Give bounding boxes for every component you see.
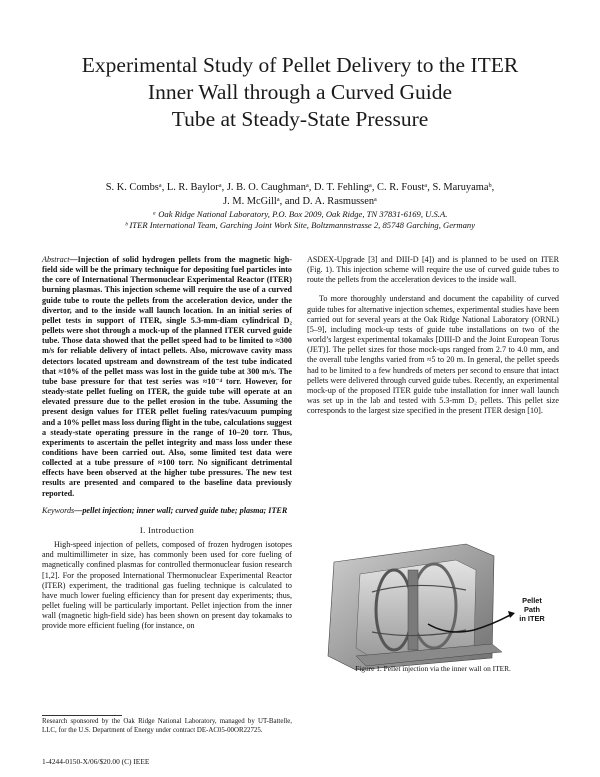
title-line-1: Experimental Study of Pellet Delivery to the ITER	[81, 53, 519, 77]
title-line-2: Inner Wall through a Curved Guide	[147, 80, 453, 104]
annotation-line-3: in ITER	[519, 614, 545, 623]
keywords	[42, 506, 292, 516]
abstract	[42, 255, 292, 499]
right-paragraph-1: ASDEX-Upgrade [3] and DIII-D [4]) and is planned to be used on ITER (Fig. 1). This injection scheme will require the use of curved guide tubes to route the pellets from the acceleration devices to the inside wall.	[307, 255, 559, 285]
right-column	[307, 255, 559, 416]
left-column	[42, 255, 292, 631]
affiliations	[40, 209, 560, 231]
figure-1	[316, 540, 556, 777]
pellet-path-annotation	[508, 596, 556, 623]
paper-title	[40, 52, 560, 133]
section-heading-introduction: I. Introduction	[139, 524, 195, 535]
affiliation-b: ᵇ ITER International Team, Garching Joint Work Site, Boltzmannstrasse 2, 85748 Garching, Germany	[124, 220, 476, 230]
keywords-text: —pellet injection; inner wall; curved guide tube; plasma; ITER	[74, 505, 288, 515]
author-list	[40, 181, 560, 209]
footnote-rule	[42, 715, 122, 716]
intro-paragraph: High-speed injection of pellets, composed of frozen hydrogen isotopes and multimillimeter in size, has commonly been used for core fueling of magnetically confined plasmas for controlled thermonuclear fusion research [1,2]. For the proposed International Thermonuclear Experimental Reactor (ITER) experiment, the traditional gas fueling technique is calculated to have much lower fueling efficiency than for present day experiments; thus, pellet fueling will be particularly important. Pellet injection from the inner wall (magnetic high-field side) has been shown on present day tokamaks to provide more efficient fueling (for instance, on	[42, 540, 292, 631]
annotation-line-1: Pellet	[522, 596, 542, 605]
copyright-line: 1-4244-0150-X/06/$20.00 (C) IEEE	[42, 757, 150, 766]
abstract-lead: Abstract	[42, 255, 70, 264]
authors-line-1: S. K. Combsᵃ, L. R. Baylorᵃ, J. B. O. Caughmanᵃ, D. T. Fehlingᵃ, C. R. Foustᵃ, S. Maruyamaᵇ,	[105, 182, 495, 193]
authors-line-2: J. M. McGillᵃ, and D. A. Rasmussenᵃ	[223, 196, 377, 207]
figure-1-caption: Figure 1. Pellet injection via the inner wall on ITER.	[355, 664, 511, 673]
abstract-text: —Injection of solid hydrogen pellets from the magnetic high-field side will be the primary technique for depositing fuel particles into the core of International Thermonuclear Experimental Reactor (ITER) burning plasmas. This injection scheme will require the use of a curved guide tube to route the pellets from the acceleration device, under the divertor, and to the inside wall launch location. In an initial series of pellet tests in support of ITER, single 5.3-mm-diam cylindrical D₂ pellets were shot through a mock-up of the planned ITER curved guide tube. Those data showed that the pellet speed had to be limited to ≈300 m/s for reliable delivery of intact pellets. Also, microwave cavity mass detectors located upstream and downstream of the test tube indicated that ≈10% of the pellet mass was lost in the guide tube at 300 m/s. The tube base pressure for that test series was ≈10⁻⁴ torr. However, for steady-state pellet fueling on ITER, the guide tube will operate at an elevated pressure due to the pellet erosion in the tube. Assuming the present design values for ITER pellet fueling rates/vacuum pumping and a 10% pellet mass loss during flight in the tube, calculations suggest a steady-state operating pressure in the range of 10–20 torr. Thus, experiments to ascertain the pellet integrity and mass loss under these conditions have been carried out. Also, some limited test data were collected at a tube pressure of ≈100 torr. No significant detrimental effects have been observed at the higher tube pressures. The new test results are presented and compared to the baseline data previously reported.	[42, 255, 292, 498]
footnote: Research sponsored by the Oak Ridge National Laboratory, managed by UT-Battelle, LLC, for the U.S. Department of Energy under contract DE-AC05-00OR22725.	[42, 718, 292, 734]
keywords-lead: Keywords	[42, 505, 75, 515]
affiliation-a: ᵃ Oak Ridge National Laboratory, P.O. Box 2009, Oak Ridge, TN 37831-6169, U.S.A.	[152, 209, 448, 219]
title-line-3: Tube at Steady-State Pressure	[171, 107, 429, 131]
annotation-line-2: Path	[523, 605, 540, 614]
right-paragraph-2: To more thoroughly understand and document the capability of curved guide tubes for alternative injection schemes, experimental studies have been carried out for several years at the Oak Ridge National Laboratory (ORNL) [5–9], including mock-up tests of guide tube installations on two of the world’s largest experimental tokamaks [DIII-D and the Joint European Torus (JET)]. The pellet sizes for those mock-ups ranged from 2.7 to 4.0 mm, and the overall tube lengths varied from ≈5 to 20 m. In general, the pellet speeds had to be limited to a few hundreds of meters per second to ensure that intact pellets were delivered through curved guide tubes. Recently, an experimental mock-up of the proposed ITER guide tube installation for inner wall launch was set up in the lab and tested with 5.3-mm D₂ pellets. This pellet size corresponds to the largest size specified in the present ITER design [10].	[307, 294, 559, 416]
